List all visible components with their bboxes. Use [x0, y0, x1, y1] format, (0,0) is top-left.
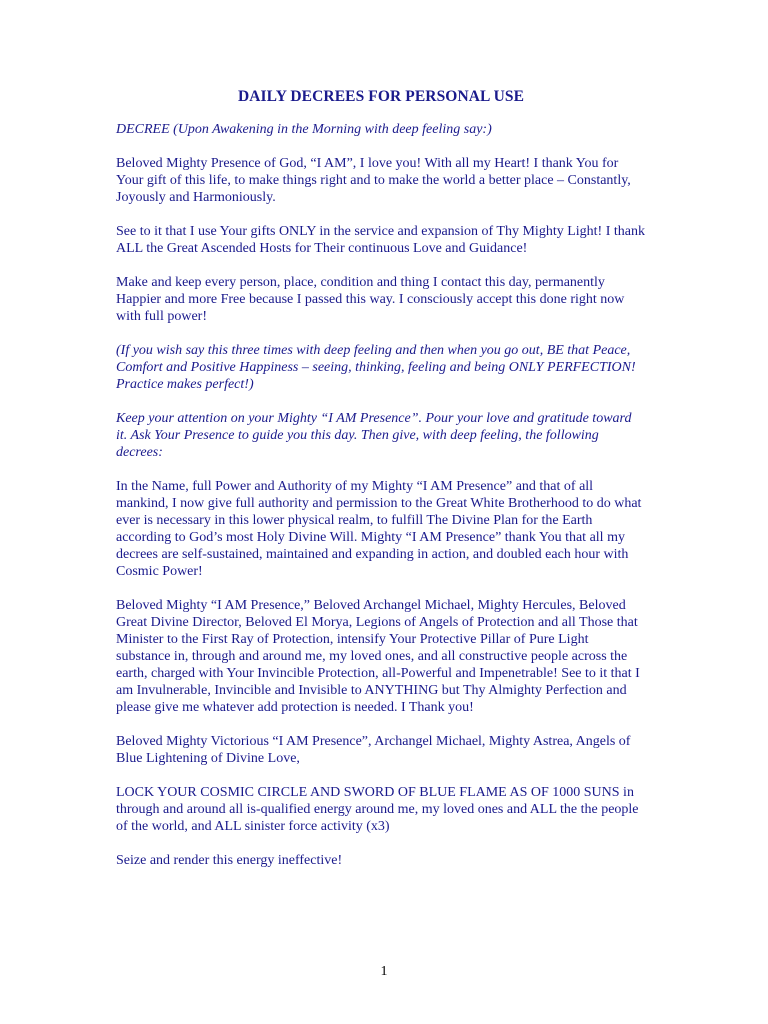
body-paragraph-8: Seize and render this energy ineffective!: [116, 853, 343, 868]
instruction-paragraph-2: Keep your attention on your Mighty “I AM Presence”. Pour your love and gratitude toward it. Ask Your Presence to guide you this day. Then give, with deep feeling, the following decrees:: [116, 411, 632, 460]
body-paragraph-1: Beloved Mighty Presence of God, “I AM”, I love you! With all my Heart! I thank You for Your gift of this life, to make things right and to make the world a better place – Constantly, Joyously and Harmoniously.: [116, 156, 631, 205]
body-paragraph-3: Make and keep every person, place, condition and thing I contact this day, permanently Happier and more Free because I passed this way. I consciously accept this done right now with full power!: [116, 275, 625, 324]
body-paragraph-2: See to it that I use Your gifts ONLY in the service and expansion of Thy Mighty Light! I thank ALL the Great Ascended Hosts for Their continuous Love and Guidance!: [116, 224, 645, 256]
instruction-paragraph-1: (If you wish say this three times with deep feeling and then when you go out, BE that Peace, Comfort and Positive Happiness – seeing, thinking, feeling and being ONLY PERFECTION! Practice makes perfect!): [116, 343, 636, 392]
body-paragraph-7: LOCK YOUR COSMIC CIRCLE AND SWORD OF BLUE FLAME AS OF 1000 SUNS in through and around all is-qualified energy around me, my loved ones and ALL the the people of the world, and ALL sinister force activity (x3): [116, 785, 639, 834]
body-paragraph-5: Beloved Mighty “I AM Presence,” Beloved Archangel Michael, Mighty Hercules, Beloved Great Divine Director, Beloved El Morya, Legions of Angels of Protection and all Those that Minister to the First Ray of Protection, intensify Your Protective Pillar of Pure Light substance in, through and around me, my loved ones, and all constructive people across the earth, charged with Your Invincible Protection, all-Powerful and Impenetrable! See to it that I am Invulnerable, Invincible and Invisible to ANYTHING but Thy Almighty Perfection and please give me whatever add protection is needed. I Thank you!: [116, 598, 640, 715]
body-paragraph-6: Beloved Mighty Victorious “I AM Presence”, Archangel Michael, Mighty Astrea, Angels of Blue Lightening of Divine Love,: [116, 734, 631, 766]
body-paragraph-4: In the Name, full Power and Authority of my Mighty “I AM Presence” and that of all mankind, I now give full authority and permission to the Great White Brotherhood to do what ever is necessary in this lower physical realm, to fulfill The Divine Plan for the Earth according to God’s most Holy Divine Will. Mighty “I AM Presence” thank You that all my decrees are self-sustained, maintained and expanding in action, and doubled each hour with Cosmic Power!: [116, 479, 642, 579]
decree-instruction-paragraph: DECREE (Upon Awakening in the Morning with deep feeling say:): [116, 122, 492, 137]
document-page: [116, 88, 646, 886]
document-title: DAILY DECREES FOR PERSONAL USE: [237, 88, 525, 105]
page-number: 1: [380, 964, 388, 979]
